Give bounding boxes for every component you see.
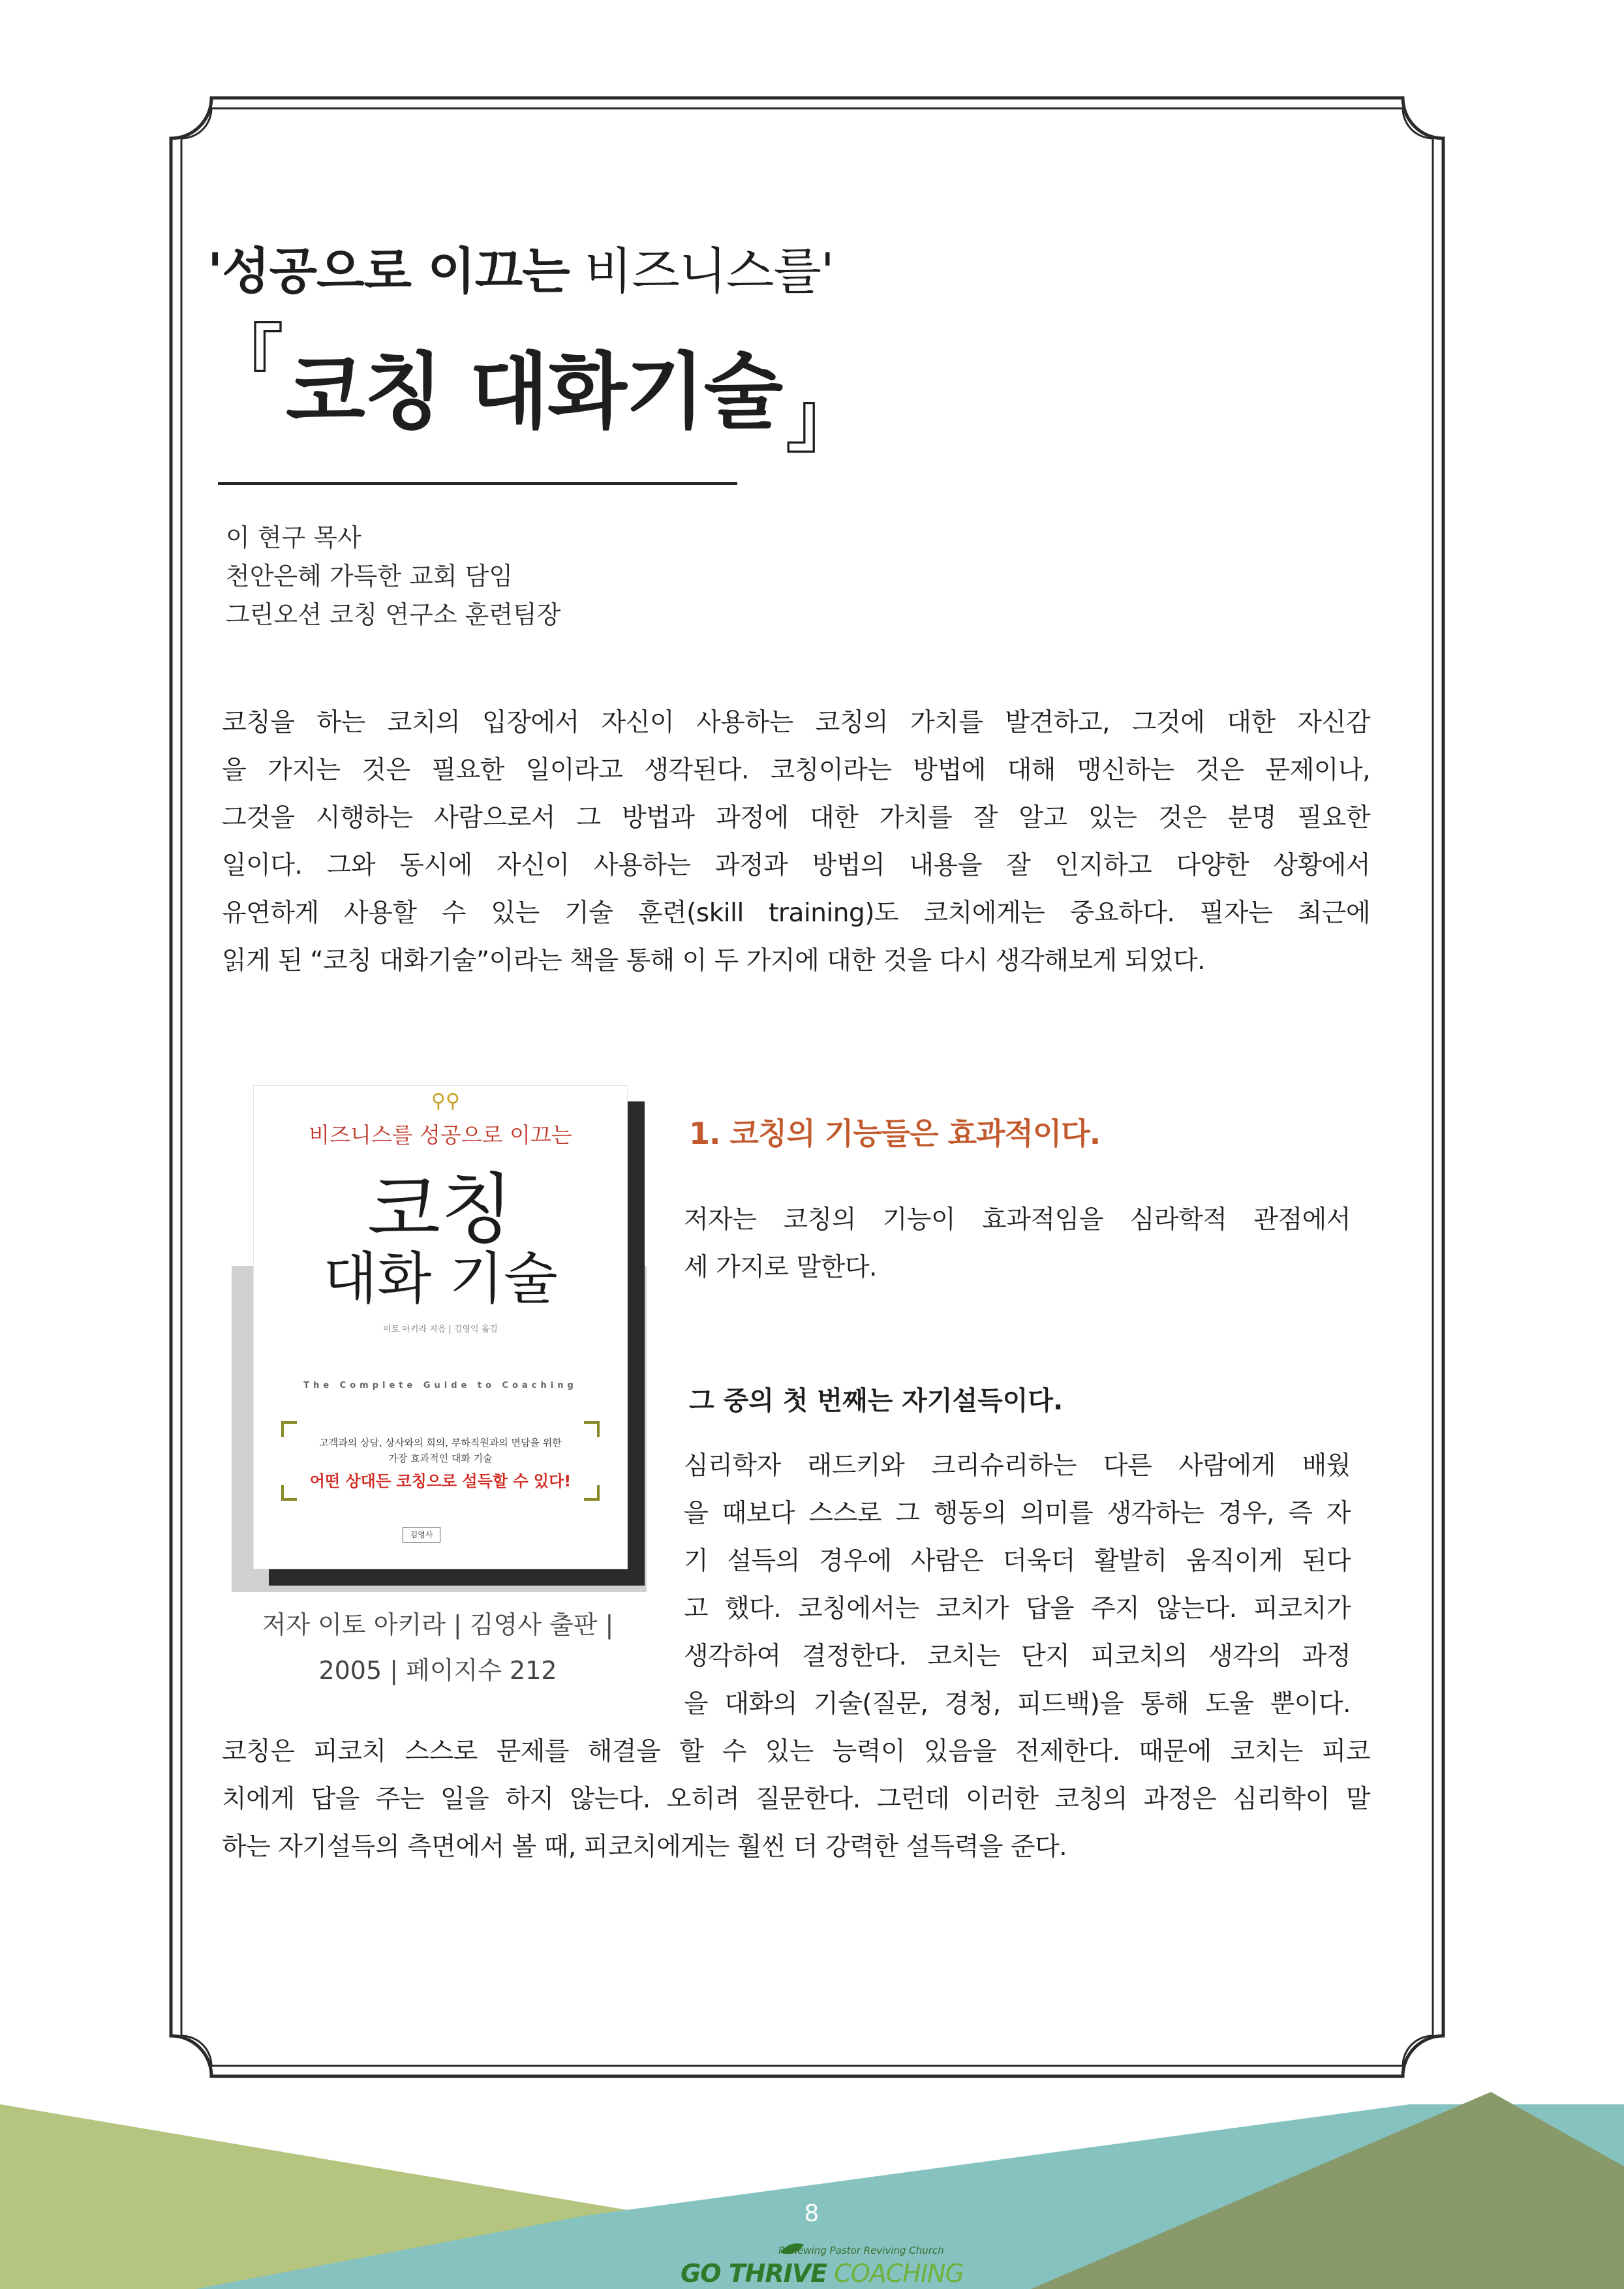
book-cover [253,1085,628,1569]
title-bracket-close: 』 [784,375,861,465]
section-paragraph [684,1196,1351,1291]
book-tagline-box [281,1421,600,1501]
author-title: 그린오션 코칭 연구소 훈련팀장 [226,600,561,629]
book-box-line1: 고객과의 상담, 상사와의 회의, 부하직원과의 면담을 위한 [319,1437,562,1449]
text-line: 치에게 답을 주는 일을 하지 않는다. 오히려 질문한다. 그런데 이러한 코칭의 과정은 심리학이 말 [222,1785,1370,1814]
section-subheading: 그 중의 첫 번째는 자기설득이다. [689,1386,1064,1416]
book-box-line2: 가장 효과적인 대화 기술 [388,1452,493,1464]
book-top-line: 비즈니스를 성공으로 이끄는 [309,1122,572,1148]
logo-tagline: Renewing Pastor Reviving Church [778,2245,944,2256]
book-caption [232,1602,643,1693]
text-line: 읽게 된 “코칭 대화기술”이라는 책을 통해 이 두 가지에 대한 것을 다시 생각해보게 되었다. [222,946,1206,976]
book-authors: 이토 아키라 지음 | 김영익 옮김 [383,1325,498,1334]
text-line: 을 대화의 기술(질문, 경청, 피드백)을 통해 도울 뿐이다. [684,1689,1351,1719]
text-line: 코칭은 피코치 스스로 문제를 해결을 할 수 있는 능력이 있음을 전제한다. 때문에 코치는 피코 [222,1737,1370,1766]
text-line: 유연하게 사용할 수 있는 기술 훈련(skill training)도 코치에게는 중요하다. 필자는 최근에 [222,899,1370,928]
text-line: 을 가지는 것은 필요한 일이라고 생각된다. 코칭이라는 방법에 대해 맹신하는 것은 문제이나, [222,756,1370,785]
text-line: 생각하여 결정한다. 코치는 단지 피코치의 생각의 과정 [684,1642,1351,1671]
title-divider [218,482,737,485]
author-role: 천안은혜 가득한 교회 담임 [226,562,513,591]
book-title-line1: 코칭 [367,1165,514,1253]
article-title [207,315,861,465]
text-line: 코칭을 하는 코치의 입장에서 자신이 사용하는 코칭의 가치를 발견하고, 그것에 대한 자신감 [222,708,1370,737]
title-text: 코칭 대화기술 [286,344,782,440]
people-icon: ⚲⚲ [431,1090,460,1113]
intro-paragraph [222,699,1370,985]
text-line: 고 했다. 코칭에서는 코치가 답을 주지 않는다. 피코치가 [684,1594,1351,1623]
text-line: 일이다. 그와 동시에 자신이 사용하는 과정과 방법의 내용을 잘 인지하고 다양한 상황에서 [222,851,1370,880]
caption-line: 2005 | 페이지수 212 [318,1656,557,1685]
author-info [226,519,560,634]
text-line: 기 설득의 경우에 사람은 더욱더 활발히 움직이게 된다 [684,1546,1351,1576]
page-number: 8 [804,2200,820,2227]
text-line: 그것을 시행하는 사람으로서 그 방법과 과정에 대한 가치를 잘 알고 있는 것은 분명 필요한 [222,803,1370,833]
article-subtitle: '성공으로 이끄는 비즈니스를' [207,242,834,300]
author-name: 이 현구 목사 [226,523,361,552]
text-line: 심리학자 래드키와 크리슈리하는 다른 사람에게 배웠 [684,1451,1351,1481]
text-line: 저자는 코칭의 기능이 효과적임을 심라학적 관점에서 [684,1205,1351,1235]
book-title-line2: 대화 기술 [323,1246,558,1312]
book-guide-line: The Complete Guide to Coaching [303,1381,577,1390]
book-publisher-logo: 김영사 [403,1527,440,1543]
footer-logo [681,2242,964,2288]
text-line: 세 가지로 말한다. [684,1253,877,1282]
closing-paragraph [222,1728,1370,1871]
book-box-line3: 어떤 상대든 코칭으로 설득할 수 있다! [309,1472,572,1490]
logo-wordmark: GO THRIVE COACHING [681,2259,964,2288]
text-line: 을 때보다 스스로 그 행동의 의미를 생각하는 경우, 즉 자 [684,1499,1351,1528]
caption-line: 저자 이토 아키라 | 김영사 출판 | [262,1610,614,1639]
title-bracket-open: 『 [207,315,284,405]
text-line: 하는 자기설득의 측면에서 볼 때, 피코치에게는 훨씬 더 강력한 설득력을 준다. [222,1832,1067,1862]
section-heading: 1. 코칭의 기능들은 효과적이다. [689,1116,1101,1151]
self-persuasion-paragraph [684,1442,1351,1728]
